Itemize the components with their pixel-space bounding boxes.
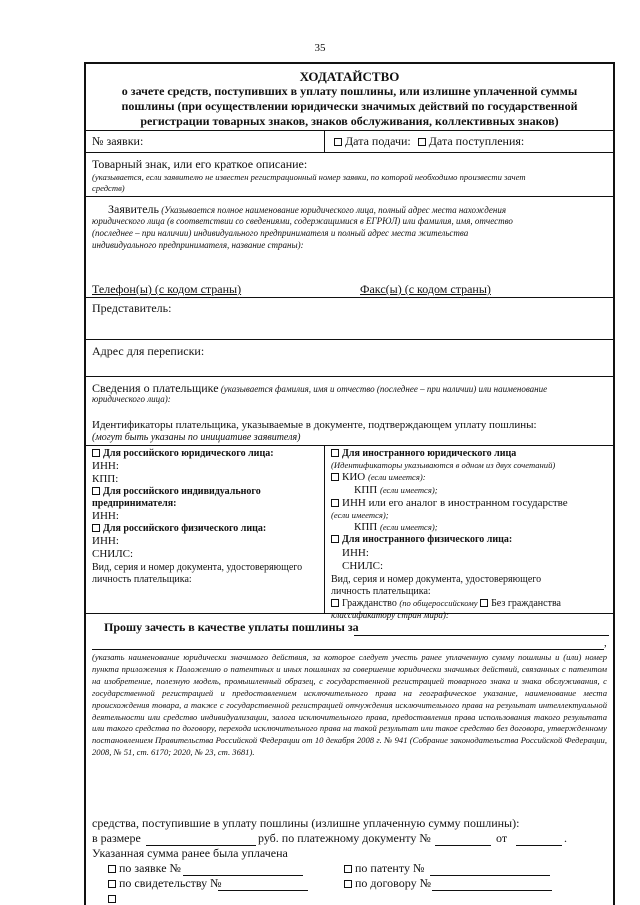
payer-note-line-1: (указывается фамилия, имя и отчество (последнее – при наличии) или наименование: [220, 384, 548, 394]
trademark-label: Товарный знак, или его краткое описание:: [92, 157, 308, 171]
petition-form: [84, 62, 615, 905]
foreign-snils-label: СНИЛС:: [342, 560, 384, 572]
page-number: 35: [314, 42, 326, 54]
stateless-checkbox[interactable]: [480, 599, 488, 607]
other-option: [108, 891, 119, 905]
form-heading: ХОДАТАЙСТВО: [299, 69, 400, 84]
previously-paid-label: Указанная сумма ранее была уплачена: [92, 846, 288, 860]
applicant-section: [86, 197, 613, 298]
dates-field: [334, 134, 524, 149]
form-title-line-3: регистрации товарных знаков, знаков обслуживания, коллективных знаков): [140, 114, 559, 128]
by-application-option: по заявке №: [108, 861, 181, 876]
title-section: [86, 64, 613, 131]
application-row-divider: [324, 131, 325, 153]
classifier-note: классификатору стран мира):: [331, 610, 449, 620]
offset-note: (указать наименование юридически значимого действия, за которое следует учесть ранее уплаченную сумму пошлины и (или) номер пункта приложения к Положению о патентных и иных пошлинах за совершение юридически значимых действий, связанных с патентом на изобретение, полезную модель, промышленный образец, с государственной регистрацией товарного знака и знака обслуживания, с государственной регистрацией и предоставлением исключительного права на географическое указание, наименование места происхождения товара, а также с государственной регистрацией отчуждения исключительного права на результат интеллектуальной деятельности или средство индивидуализации, залога исключительного права, предоставления права использования такого результата или такого средства по договору, перехода исключительного права на такой результат или такое средство без договора, утвержденному постановлением Правительства Российской Федерации от 10 декабря 2008 г. № 941 (Собрание законодательства Российской Федерации, 2008, № 51, ст. 6170; 2020, № 23, ст. 3681).: [92, 652, 607, 758]
inn-foreign-option: ИНН или его аналог в иностранном государстве: [331, 497, 568, 509]
payment-date-line[interactable]: [516, 845, 562, 846]
citizenship-checkbox[interactable]: [331, 599, 339, 607]
ru-person-checkbox[interactable]: [92, 524, 100, 532]
applicant-note-line-2: юридического лица (в соответствии со сведениями, содержащимися в ЕГРЮЛ) или фамилия, имя, отчество: [92, 216, 513, 226]
ru-legal-kpp-label: КПП:: [92, 473, 119, 485]
by-certificate-option: по свидетельству №: [108, 876, 222, 891]
applicant-note-line-3: (последнее – при наличии) индивидуального предпринимателя и полный адрес места жительства: [92, 228, 469, 238]
citizenship-option: Гражданство (по общероссийскому Без гражданства: [331, 598, 561, 609]
offset-funds-label: средства, поступившие в уплату пошлины (излишне уплаченную сумму пошлины):: [92, 816, 520, 830]
applicant-note-line-4: индивидуального предпринимателя, название страны):: [92, 240, 304, 250]
ru-legal-inn-label: ИНН:: [92, 460, 119, 472]
representative-section: [86, 298, 613, 340]
by-certificate-line[interactable]: [218, 890, 308, 891]
applicant-phone-label: Телефон(ы) (с кодом страны): [92, 282, 242, 296]
other-checkbox[interactable]: [108, 895, 116, 903]
applicant-fax-label: Факс(ы) (с кодом страны): [360, 282, 491, 296]
trademark-note-line-1: (указывается, если заявителю не известен регистрационный номер заявки, по которой необходимо произвести зачет: [92, 172, 526, 182]
kpp-2-label: КПП (если имеется);: [354, 521, 438, 533]
by-contract-line[interactable]: [432, 890, 552, 891]
kio-option: КИО (если имеется):: [331, 471, 426, 483]
receipt-date-checkbox[interactable]: [418, 138, 426, 146]
by-patent-checkbox[interactable]: [344, 865, 352, 873]
address-section: [86, 340, 613, 377]
offset-amount-row: в размере: [92, 831, 141, 845]
inn-foreign-checkbox[interactable]: [331, 499, 339, 507]
applicant-note-line-1: (Указывается полное наименование юридического лица, полный адрес места нахождения: [161, 205, 507, 215]
payer-section: [86, 377, 613, 446]
ru-id-doc-line-2: личность плательщика:: [92, 574, 192, 585]
columns-divider: [324, 446, 325, 614]
correspondence-address-label: Адрес для переписки:: [92, 344, 205, 358]
foreign-legal-note: (Идентификаторы указываются в одном из двух сочетаний): [331, 460, 556, 470]
ru-ie-option: Для российского индивидуального: [92, 486, 261, 497]
by-application-checkbox[interactable]: [108, 865, 116, 873]
ru-ie-checkbox[interactable]: [92, 487, 100, 495]
ru-ie-inn-label: ИНН:: [92, 510, 119, 522]
kpp-1-label: КПП (если имеется);: [354, 484, 438, 496]
kio-checkbox[interactable]: [331, 473, 339, 481]
representative-label: Представитель:: [92, 301, 172, 315]
ru-person-snils-label: СНИЛС:: [92, 548, 134, 560]
payer-note-line-2: юридического лица):: [92, 394, 171, 404]
ru-person-inn-label: ИНН:: [92, 535, 119, 547]
payer-ids-label: Идентификаторы плательщика, указываемые в документе, подтверждающем уплату пошлины:: [92, 419, 537, 431]
receipt-date-label: Дата поступления:: [428, 134, 525, 148]
by-patent-line[interactable]: [430, 875, 550, 876]
by-certificate-checkbox[interactable]: [108, 880, 116, 888]
by-patent-option: по патенту №: [344, 861, 424, 876]
offset-request-label: Прошу зачесть в качестве уплаты пошлины за: [104, 620, 359, 634]
by-contract-checkbox[interactable]: [344, 880, 352, 888]
applicant-line-1: [108, 202, 506, 217]
foreign-legal-option: Для иностранного юридического лица: [331, 448, 516, 459]
application-row: [86, 131, 613, 153]
offset-section: [86, 614, 613, 905]
ru-id-doc-line-1: Вид, серия и номер документа, удостоверяющего: [92, 562, 303, 573]
foreign-id-doc-line-1: Вид, серия и номер документа, удостоверяющего: [331, 574, 542, 585]
foreign-id-doc-line-2: личность плательщика:: [331, 586, 431, 597]
ru-legal-entity-checkbox[interactable]: [92, 449, 100, 457]
foreign-person-checkbox[interactable]: [331, 535, 339, 543]
ru-person-option: Для российского физического лица:: [92, 523, 266, 534]
inn-foreign-note: (если имеется);: [331, 510, 389, 520]
amount-end-dot: .: [564, 831, 567, 845]
trademark-section: [86, 153, 613, 197]
form-title-line-1: о зачете средств, поступивших в уплату пошлины, или излишне уплаченной суммы: [121, 84, 578, 98]
foreign-inn-label: ИНН:: [342, 547, 369, 559]
offset-action-line[interactable]: [92, 649, 604, 650]
amount-mid-label: руб. по платежному документу №: [258, 831, 431, 845]
application-number-label: № заявки:: [92, 134, 144, 148]
filing-date-checkbox[interactable]: [334, 138, 342, 146]
amount-from-label: от: [496, 831, 508, 845]
foreign-legal-checkbox[interactable]: [331, 449, 339, 457]
ru-ie-label-line-2: предпринимателя:: [92, 498, 177, 509]
form-title-line-2: пошлины (при осуществлении юридически значимых действий по государственной: [121, 99, 578, 113]
applicant-label: Заявитель: [108, 202, 159, 216]
by-contract-option: по договору №: [344, 876, 431, 891]
ru-legal-entity-option: Для российского юридического лица:: [92, 448, 274, 459]
trademark-note-line-2: средств): [92, 183, 125, 193]
payer-identifiers-section: [86, 446, 613, 620]
payment-doc-number-line[interactable]: [435, 845, 491, 846]
payer-ids-note: (могут быть указаны по инициативе заявителя): [92, 432, 301, 443]
payer-label: Сведения о плательщике: [92, 381, 219, 395]
offset-request-line[interactable]: [354, 635, 609, 636]
foreign-person-option: Для иностранного физического лица:: [331, 534, 512, 545]
filing-date-label: Дата подачи:: [345, 134, 411, 148]
offset-action-comma: ,: [604, 637, 607, 649]
